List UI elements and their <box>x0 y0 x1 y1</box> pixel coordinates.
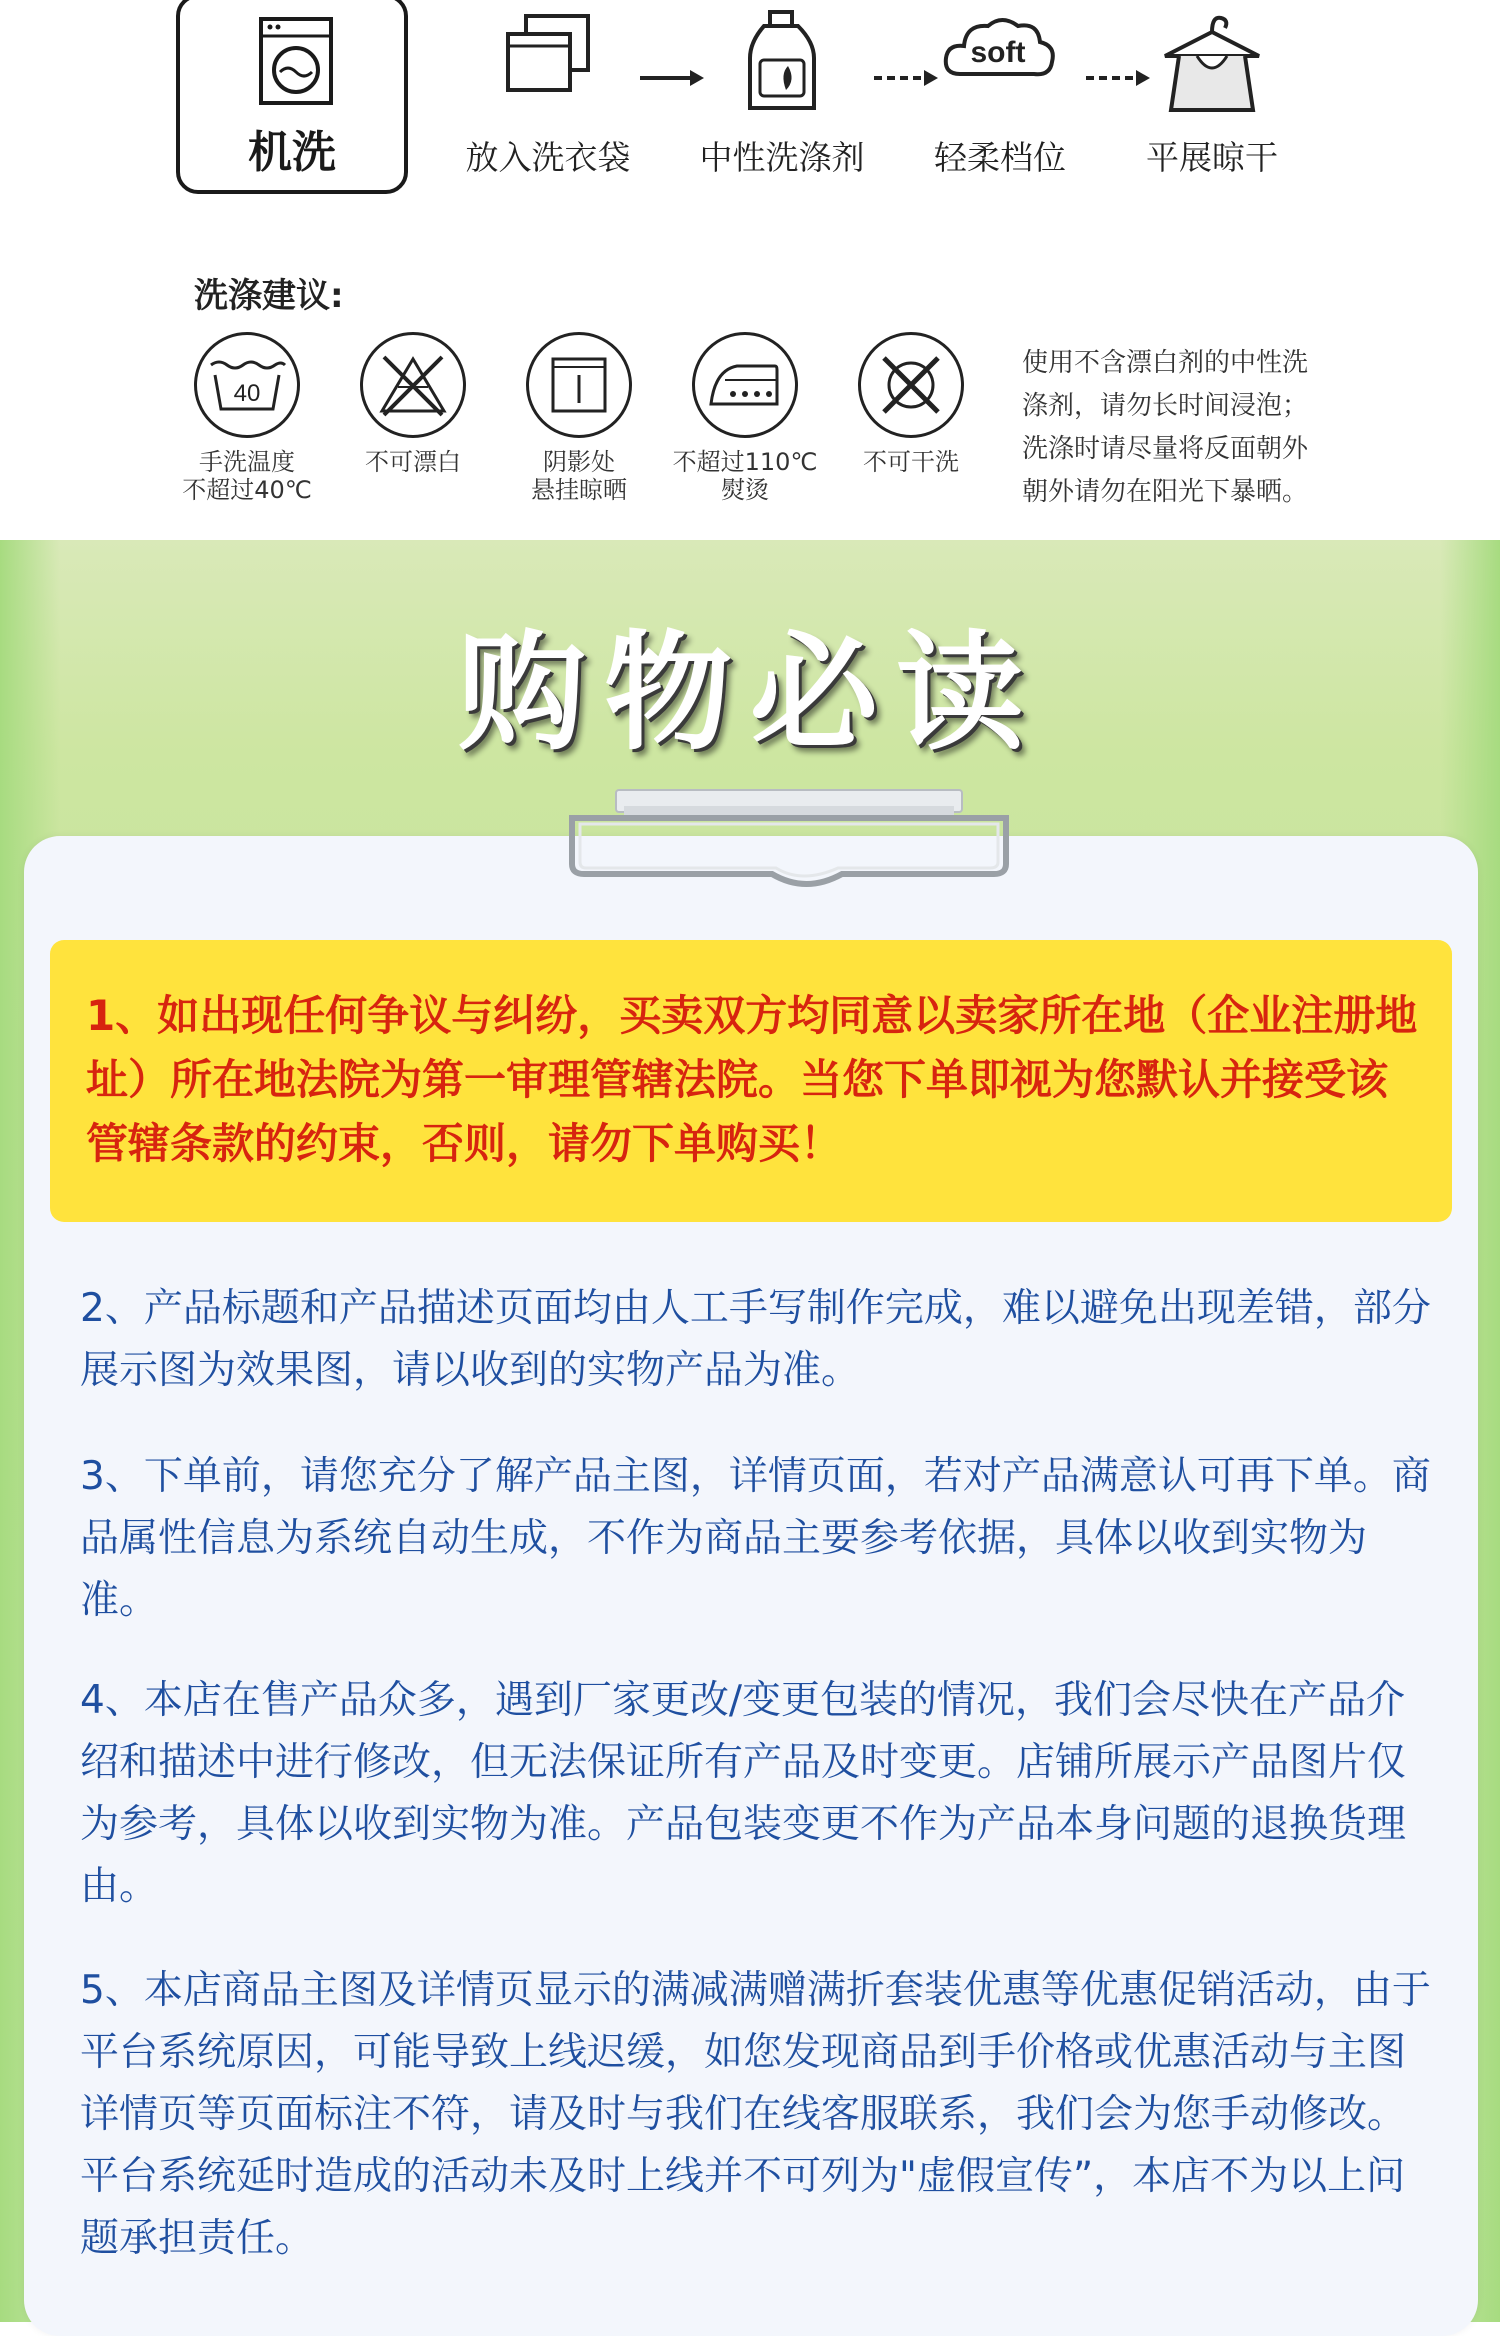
soft-cloud-icon <box>940 10 1060 90</box>
care-caption: 手洗温度 <box>199 448 295 476</box>
care-symbol-iron <box>670 332 820 504</box>
notice-item-3: 3、下单前，请您充分了解产品主图，详情页面，若对产品满意认可再下单。商品属性信息为系统自动生成，不作为商品主要参考依据，具体以收到实物为准。 <box>80 1454 1431 1623</box>
shade-dry-icon <box>549 355 609 415</box>
care-symbol-hand-wash <box>172 332 322 504</box>
care-caption: 阴影处 <box>543 448 615 476</box>
machine-wash-box <box>176 0 408 194</box>
care-symbol-no-dry-clean <box>836 332 986 476</box>
hanger-icon <box>1157 10 1267 116</box>
detergent-bottle-icon <box>744 10 820 114</box>
notice-item-2: 2、产品标题和产品描述页面均由人工手写制作完成，难以避免出现差错，部分展示图为效果图，请以收到的实物产品为准。 <box>80 1286 1431 1393</box>
step-label: 放入洗衣袋 <box>465 138 631 177</box>
svg-text:soft: soft <box>970 36 1026 69</box>
no-bleach-icon <box>378 353 448 417</box>
iron-icon <box>707 360 783 410</box>
laundry-bag-icon <box>500 10 596 96</box>
care-note-line: 朝外请勿在阳光下暴晒。 <box>1022 477 1309 507</box>
care-caption: 熨烫 <box>721 476 769 504</box>
no-dry-clean-icon <box>876 350 946 420</box>
clipboard-clip-icon <box>566 784 1012 894</box>
care-note-line: 涤剂，请勿长时间浸泡； <box>1022 391 1309 421</box>
notice-item-1: 1、如出现任何争议与纠纷，买卖双方均同意以卖家所在地（企业注册地址）所在地法院为第一审理管辖法院。当您下单即视为您默认并接受该管辖条款的约束，否则，请勿下单购买！ <box>86 991 1418 1168</box>
care-advice-title: 洗涤建议: <box>194 276 344 316</box>
care-symbol-no-bleach <box>338 332 488 476</box>
care-symbol-shade-dry <box>504 332 654 504</box>
step-label: 平展晾干 <box>1146 138 1278 177</box>
step-laundry-bag <box>448 0 648 179</box>
notice-item-5: 5、本店商品主图及详情页显示的满减满赠满折套装优惠等优惠促销活动，由于平台系统原因，可能导致上线迟缓，如您发现商品到手价格或优惠活动与主图详情页等页面标注不符，请及时与我们在线客服联系，我们会为您手动修改。平台系统延时造成的活动未及时上线并不可列为"虚假宣传”，本店不为以上问题承担责任。 <box>80 1968 1431 2261</box>
care-note-line: 使用不含漂白剂的中性洗 <box>1022 348 1309 378</box>
care-caption: 不可漂白 <box>365 448 461 476</box>
washing-machine-icon <box>258 16 334 106</box>
jurisdiction-highlight <box>50 940 1452 1222</box>
step-gentle-mode <box>900 0 1100 179</box>
care-note <box>1022 342 1382 514</box>
notice-title: 购物必读 <box>457 618 1042 768</box>
notice-item-4: 4、本店在售产品众多，遇到厂家更改/变更包装的情况，我们会尽快在产品介绍和描述中进行修改，但无法保证所有产品及时变更。店铺所展示产品图片仅为参考，具体以收到实物为准。产品包装变更不作为产品本身问题的退换货理由。 <box>80 1678 1407 1909</box>
care-caption: 不可干洗 <box>863 448 959 476</box>
step-flat-dry <box>1112 0 1312 179</box>
step-label: 轻柔档位 <box>934 138 1066 177</box>
care-caption: 不超过40℃ <box>182 476 312 504</box>
svg-text:40: 40 <box>233 380 261 407</box>
step-neutral-detergent <box>682 0 882 179</box>
care-caption: 悬挂晾晒 <box>531 476 627 504</box>
care-caption: 不超过110℃ <box>672 448 818 476</box>
care-note-line: 洗涤时请尽量将反面朝外 <box>1022 434 1309 464</box>
machine-wash-label: 机洗 <box>248 127 336 178</box>
washing-section <box>0 0 1500 540</box>
hand-wash-40-icon <box>207 355 287 415</box>
step-label: 中性洗涤剂 <box>699 138 865 177</box>
